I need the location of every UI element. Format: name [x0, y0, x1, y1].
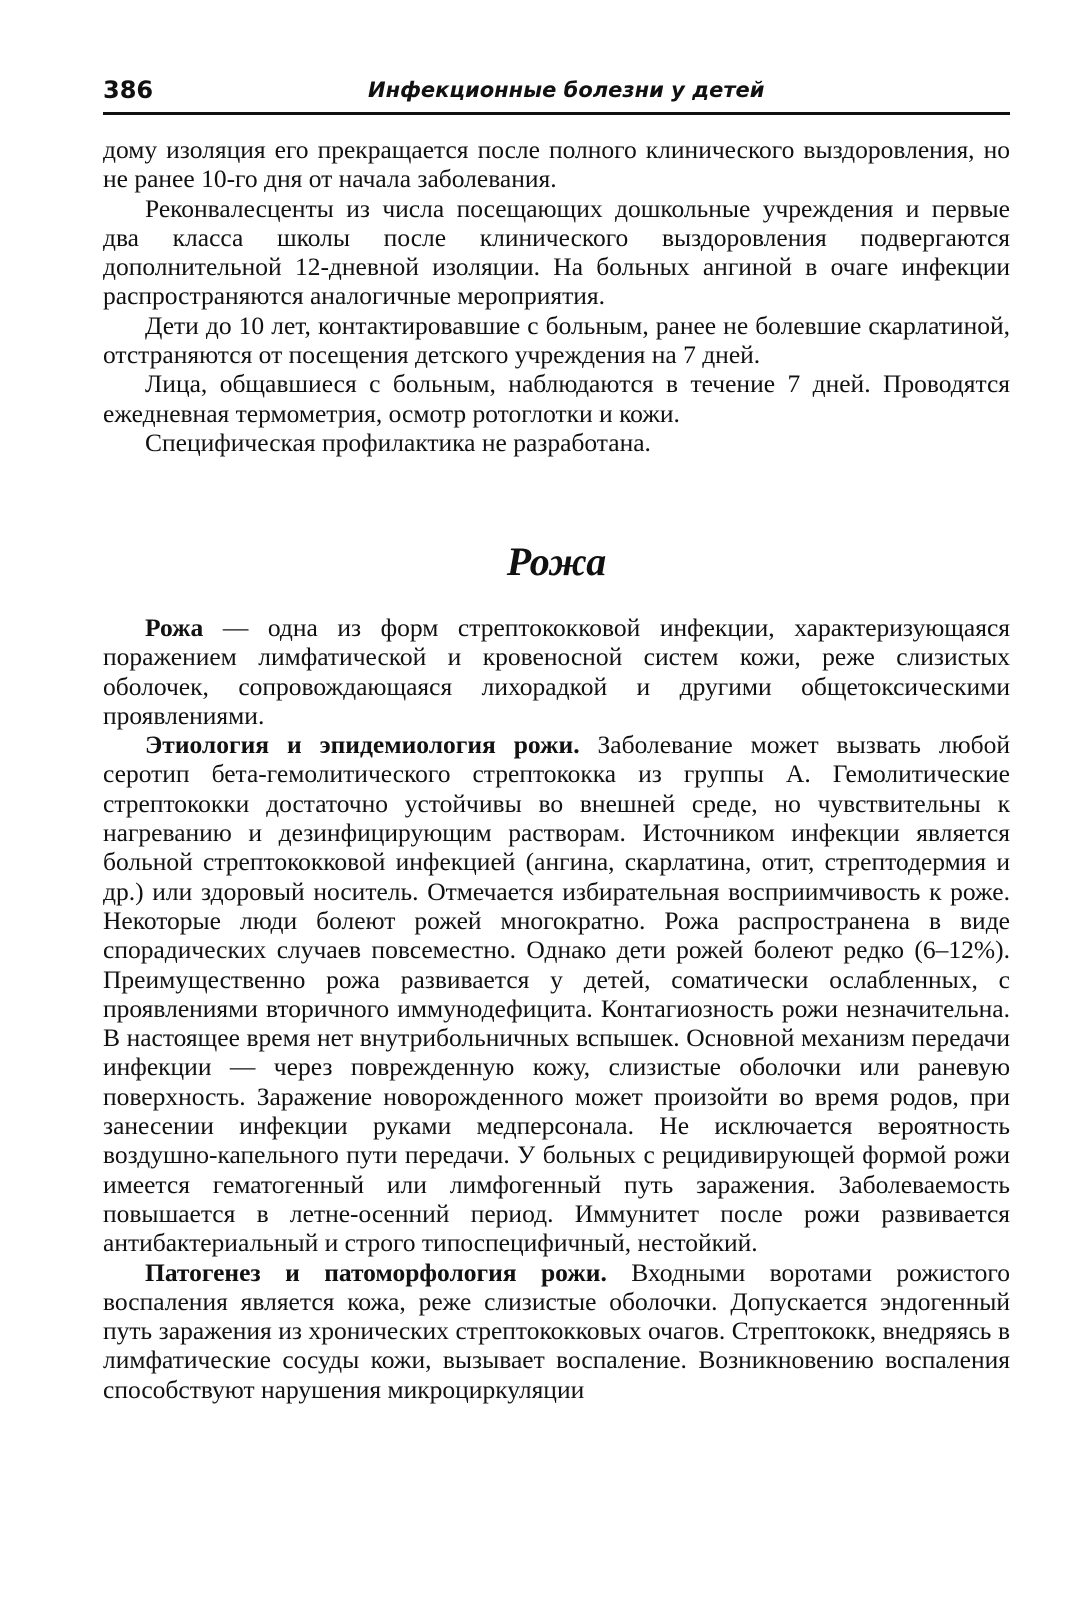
running-title: Инфекционные болезни у детей	[368, 78, 765, 102]
paragraph-prophylaxis: Специфическая профилактика не разработана.	[145, 427, 651, 457]
pathogenesis-text: Входными воротами рожистого воспаления является кожа, реже слизистые оболочки. Допускается эндогенный путь заражения из хронических стрептококковых очагов. Стрептококк, внедряясь в лимфатические сосуды кожи, вызывает воспаление. Возникновению воспаления способствуют нарушения микроциркуляции	[103, 1257, 1010, 1404]
paragraph-contacts-children: Дети до 10 лет, контактировавшие с больным, ранее не болевшие скарлатиной, отстраняются от посещения детского учреждения на 7 дней.	[103, 310, 1010, 370]
definition-term: Рожа	[145, 613, 204, 642]
paragraph-etiology	[103, 730, 1010, 1257]
page-header	[103, 76, 1010, 110]
page-number: 386	[103, 76, 154, 104]
pathogenesis-heading: Патогенез и патоморфология рожи.	[145, 1257, 607, 1287]
definition-text: — одна из форм стрептококковой инфекции, характеризующаяся поражением лимфатической и кровеносной систем кожи, реже слизистых оболочек, сопровождающаяся лихорадкой и другими общетоксическими проявлениями.	[103, 613, 1010, 730]
paragraph-convalescents: Реконвалесценты из числа посещающих дошкольные учреждения и первые два класса школы после клинического выздоровления подвергаются дополнительной 12-дневной изоляции. На больных ангиной в очаге инфекции распространяются аналогичные мероприятия.	[103, 193, 1010, 311]
etiology-heading: Этиология и эпидемиология рожи.	[145, 730, 580, 760]
header-rule	[103, 112, 1010, 115]
paragraph-pathogenesis	[103, 1258, 1010, 1404]
section-title: Рожа	[506, 539, 607, 584]
section-body	[103, 613, 1010, 1404]
paragraph-isolation: дому изоляция его прекращается после полного клинического выздоровления, но не ранее 10-го дня от начала заболевания.	[103, 135, 1010, 194]
continuation-text	[103, 135, 1010, 457]
paragraph-definition	[103, 613, 1010, 730]
etiology-text: Заболевание может вызвать любой серотип бета-гемолитического стрептококка из группы А. Гемолитические стрептококки достаточно устойчивы во внешней среде, но чувствительны к нагреванию и дезинфицирующим растворам. Источником инфекции является больной стрептококковой инфекцией (ангина, скарлатина, отит, стрептодермия и др.) или здоровый носитель. Отмечается избирательная восприимчивость к роже. Некоторые люди болеют рожей многократно. Рожа распространена в виде спорадических случаев повсеместно. Однако дети рожей болеют редко (6–12%). Преимущественно рожа развивается у детей, соматически ослабленных, с проявлениями вторичного иммунодефицита. Контагиозность рожи незначительна. В настоящее время нет внутрибольничных вспышек. Основной механизм передачи инфекции — через поврежденную кожу, слизистые оболочки или раневую поверхность. Заражение новорожденного может произойти во время родов, при занесении инфекции руками медперсонала. Не исключается вероятность воздушно-капельного пути передачи. У больных с рецидивирующей формой рожи имеется гематогенный или лимфогенный путь заражения. Заболеваемость повышается в летне-осенний период. Иммунитет после рожи развивается антибактериальный и строго типоспецифичный, нестойкий.	[103, 730, 1010, 1258]
paragraph-contacts-observation: Лица, общавшиеся с больным, наблюдаются в течение 7 дней. Проводятся ежедневная термометрия, осмотр ротоглотки и кожи.	[103, 369, 1010, 428]
